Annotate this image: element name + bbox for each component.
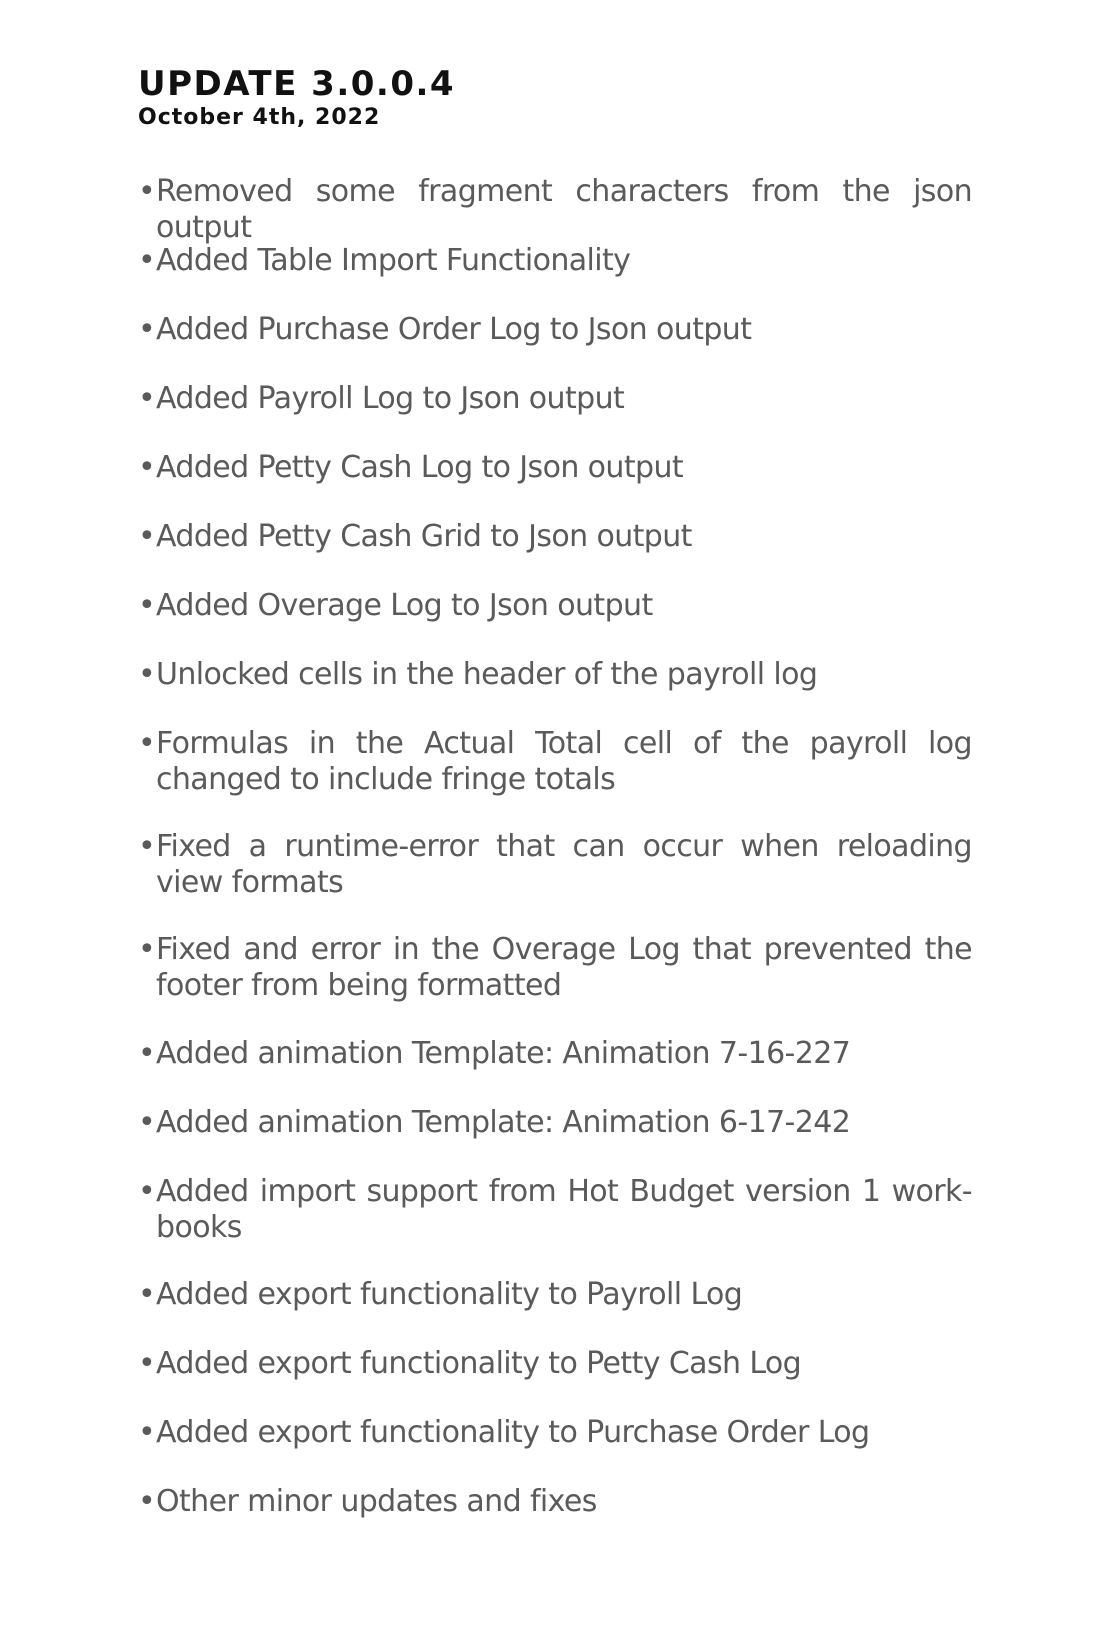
changelog-item: [138, 1415, 972, 1451]
changelog-item-text: Unlocked cells in the header of the payroll log: [156, 657, 818, 692]
changelog-item: [138, 1174, 972, 1246]
changelog-item: [138, 519, 972, 555]
bullet-icon: •: [138, 312, 156, 347]
changelog-item-text: Added Payroll Log to Json output: [156, 381, 625, 416]
changelog-item-text: Fixed and error in the Overage Log that prevented the footer from being formatted: [156, 932, 972, 1003]
changelog-item: [138, 1346, 972, 1382]
bullet-icon: •: [138, 174, 156, 209]
bullet-icon: •: [138, 243, 156, 278]
changelog-item: [138, 588, 972, 624]
bullet-icon: •: [138, 1174, 156, 1209]
bullet-icon: •: [138, 932, 156, 967]
bullet-icon: •: [138, 657, 156, 692]
changelog-item: [138, 1277, 972, 1313]
changelog-item-text: Added animation Template: Animation 6-17-242: [156, 1105, 851, 1140]
changelog-item-text: Added Purchase Order Log to Json output: [156, 312, 752, 347]
bullet-icon: •: [138, 1105, 156, 1140]
bullet-icon: •: [138, 829, 156, 864]
changelog-item: [138, 932, 972, 1004]
changelog-item: [138, 829, 972, 901]
changelog-item-text: Added export functionality to Petty Cash Log: [156, 1346, 802, 1381]
bullet-icon: •: [138, 588, 156, 623]
bullet-icon: •: [138, 1484, 156, 1519]
changelog-item: [138, 1105, 972, 1141]
changelog-item-text: Other minor updates and fixes: [156, 1484, 597, 1519]
changelog-item-text: Fixed a runtime-error that can occur when reloading view formats: [156, 829, 972, 900]
bullet-icon: •: [138, 381, 156, 416]
release-notes: [138, 64, 972, 1519]
changelog-item-text: Added Overage Log to Json output: [156, 588, 653, 623]
changelog-item-text: Added Table Import Functionality: [156, 243, 631, 278]
bullet-icon: •: [138, 726, 156, 761]
changelog-item-text: Added Petty Cash Log to Json output: [156, 450, 684, 485]
changelog-item: [138, 726, 972, 798]
changelog-item: [138, 657, 972, 693]
bullet-icon: •: [138, 1346, 156, 1381]
changelog-item: [138, 312, 972, 348]
update-date: October 4th, 2022: [138, 105, 381, 130]
bullet-icon: •: [138, 1277, 156, 1312]
changelog-item-text: Added animation Template: Animation 7-16-227: [156, 1036, 851, 1071]
bullet-icon: •: [138, 1036, 156, 1071]
changelog-item-text: Added import support from Hot Budget version 1 work-books: [156, 1174, 972, 1245]
bullet-icon: •: [138, 1415, 156, 1450]
changelog-item: [138, 1484, 972, 1520]
bullet-icon: •: [138, 450, 156, 485]
changelog-item-text: Added Petty Cash Grid to Json output: [156, 519, 692, 554]
changelog-item: [138, 243, 972, 279]
changelog-item: [138, 450, 972, 486]
changelog-item: [138, 1036, 972, 1072]
changelog-item-text: Added export functionality to Payroll Log: [156, 1277, 743, 1312]
changelog-item-text: Formulas in the Actual Total cell of the payroll log changed to include fringe totals: [156, 726, 972, 797]
changelog-item-text: Removed some fragment characters from the json output: [156, 174, 972, 245]
changelog-item: [138, 381, 972, 417]
changelog-item-text: Added export functionality to Purchase Order Log: [156, 1415, 870, 1450]
changelog-item: [138, 174, 972, 246]
update-title: UPDATE 3.0.0.4: [138, 64, 456, 104]
bullet-icon: •: [138, 519, 156, 554]
